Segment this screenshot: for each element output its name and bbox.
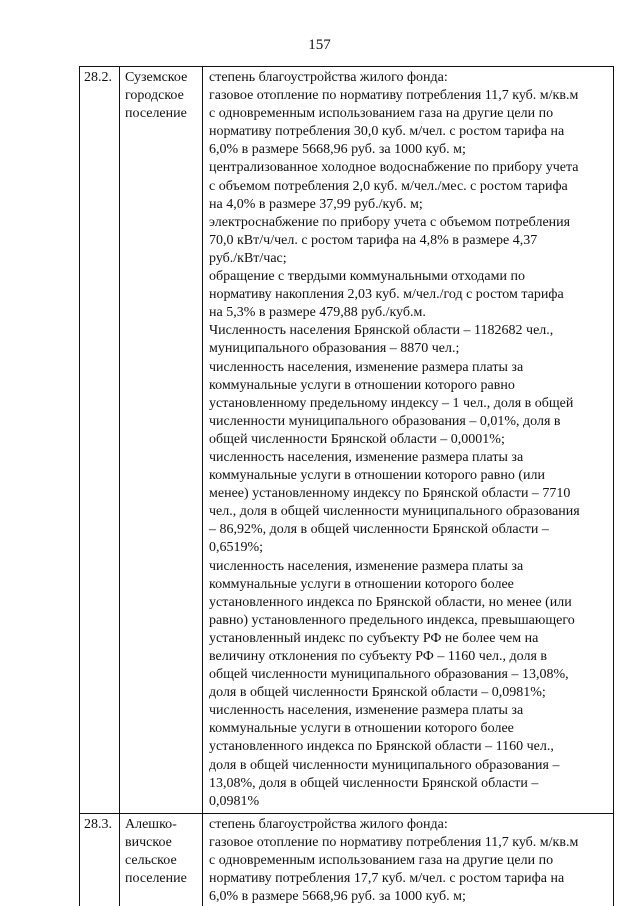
- text-line: газовое отопление по нормативу потребления 11,7 куб. м/кв.м: [209, 834, 579, 850]
- text-line: установленный индекс по субъекту РФ не более чем на: [209, 630, 539, 646]
- table-row: [80, 813, 614, 906]
- text-line: обращение с твердыми коммунальными отходами по: [209, 269, 525, 285]
- text-line: газовое отопление по нормативу потребления 11,7 куб. м/кв.м: [209, 88, 579, 104]
- text-line: установленного индекса по Брянской области – 1160 чел.,: [209, 739, 554, 755]
- text-line: нормативу потребления 17,7 куб. м/чел. с ростом тарифа на: [209, 871, 565, 887]
- text-line: с одновременным использованием газа на другие цели по: [209, 106, 554, 122]
- text-line: 0,0981%: [209, 793, 260, 809]
- text-line: с одновременным использованием газа на другие цели по: [209, 853, 554, 869]
- text-line: 13,08%, доля в общей численности Брянской области –: [209, 775, 539, 791]
- text-line: коммунальные услуги в отношении которого равно: [209, 377, 515, 393]
- text-line: на 4,0% в размере 37,99 руб./куб. м;: [209, 196, 423, 212]
- text-line: 70,0 кВт/ч/чел. с ростом тарифа на 4,8% в размере 4,37: [209, 232, 538, 248]
- text-line: Суземское: [125, 70, 188, 85]
- text-line: доля в общей численности Брянской области – 0,0981%;: [209, 685, 546, 701]
- text-line: Численность населения Брянской области – 1182682 чел.,: [209, 323, 554, 339]
- text-line: коммунальные услуги в отношении которого равно (или: [209, 468, 545, 484]
- text-line: централизованное холодное водоснабжение по прибору учета: [209, 160, 579, 176]
- text-line: сельское: [125, 852, 177, 868]
- text-line: поселение: [125, 106, 187, 121]
- row-description: [203, 67, 614, 814]
- text-line: численности муниципального образования – 0,01%, доля в: [209, 413, 561, 429]
- text-line: 6,0% в размере 5668,96 руб. за 1000 куб. м;: [209, 889, 466, 905]
- text-line: электроснабжение по прибору учета с объемом потребления: [209, 214, 571, 230]
- text-line: степень благоустройства жилого фонда:: [209, 70, 448, 85]
- text-line: 0,6519%;: [209, 540, 264, 556]
- text-line: величину отклонения по субъекту РФ – 1160 чел., доля в: [209, 649, 548, 664]
- text-line: нормативу потребления 30,0 куб. м/чел. с ростом тарифа на: [209, 124, 565, 140]
- text-line: степень благоустройства жилого фонда:: [209, 816, 448, 832]
- table-row: [80, 67, 614, 814]
- text-line: 6,0% в размере 5668,96 руб. за 1000 куб. м;: [209, 142, 466, 158]
- text-line: с объемом потребления 2,0 куб. м/чел./мес. с ростом тарифа: [209, 178, 568, 194]
- text-line: муниципального образования – 8870 чел.;: [209, 341, 460, 357]
- text-line: менее) установленному индексу по Брянской области – 7710: [209, 486, 571, 502]
- row-description: [203, 813, 614, 906]
- municipality-table: [79, 66, 614, 906]
- text-line: численность населения, изменение размера платы за: [209, 703, 524, 719]
- text-line: общей численности Брянской области – 0,0001%;: [209, 431, 505, 447]
- row-number: 28.2.: [80, 67, 120, 814]
- text-line: на 5,3% в размере 479,88 руб./куб.м.: [209, 305, 426, 321]
- text-line: установленному предельному индексу – 1 чел., доля в общей: [209, 395, 574, 411]
- text-line: нормативу накопления 2,03 куб. м/чел./год с ростом тарифа: [209, 287, 564, 303]
- text-line: коммунальные услуги в отношении которого более: [209, 576, 514, 592]
- municipality-name: [120, 813, 203, 906]
- text-line: установленного индекса по Брянской области, но менее (или: [209, 594, 572, 610]
- text-line: численность населения, изменение размера платы за: [209, 558, 524, 574]
- page-number: 157: [308, 37, 331, 53]
- text-line: общей численности муниципального образования – 13,08%,: [209, 667, 569, 683]
- text-line: численность населения, изменение размера платы за: [209, 359, 524, 375]
- text-line: городское: [125, 88, 184, 103]
- municipality-name: [120, 67, 203, 814]
- row-number: 28.3.: [80, 813, 120, 906]
- text-line: вичское: [125, 834, 172, 850]
- text-line: руб./кВт/час;: [209, 250, 287, 266]
- text-line: численность населения, изменение размера платы за: [209, 449, 524, 465]
- text-line: Алешко-: [125, 816, 177, 832]
- text-line: поселение: [125, 870, 187, 886]
- text-line: чел., доля в общей численности муниципального образования: [209, 504, 580, 520]
- text-line: доля в общей численности муниципального образования –: [209, 757, 560, 773]
- text-line: – 86,92%, доля в общей численности Брянской области –: [209, 522, 549, 538]
- text-line: равно) установленного предельного индекса, превышающего: [209, 612, 575, 628]
- text-line: коммунальные услуги в отношении которого более: [209, 721, 514, 737]
